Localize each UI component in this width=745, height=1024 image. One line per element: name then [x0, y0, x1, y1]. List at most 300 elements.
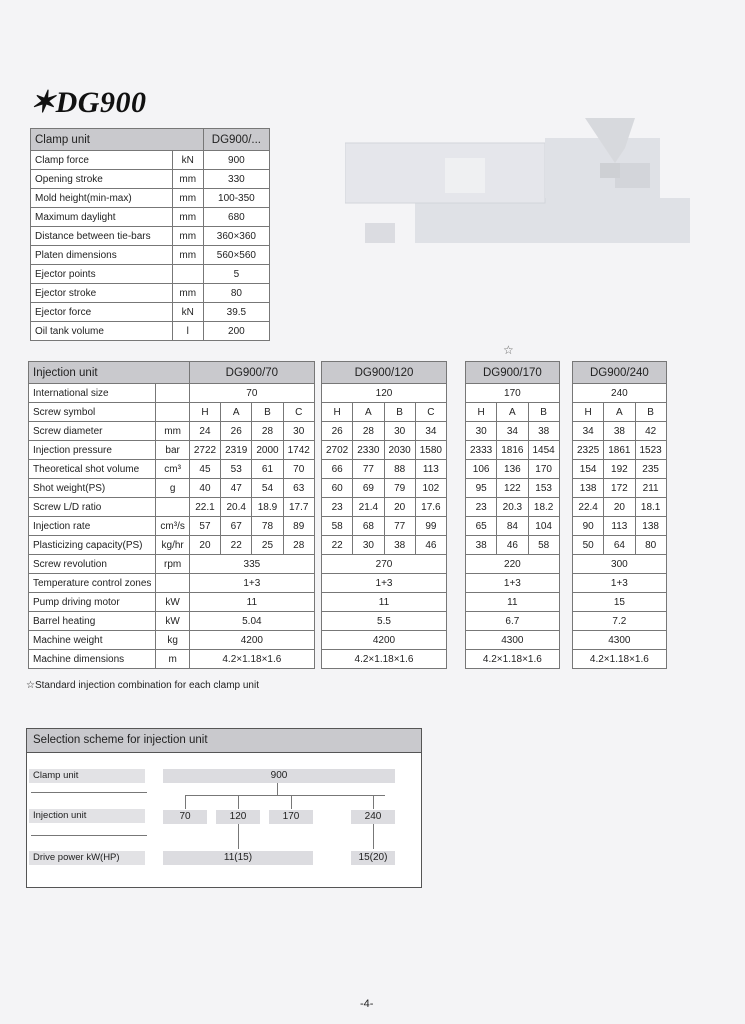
spec-value: 235 — [635, 460, 666, 479]
table-row — [573, 403, 667, 422]
spec-unit: l — [172, 322, 203, 341]
spec-value: 5.04 — [189, 612, 314, 631]
screw-symbol: B — [635, 403, 666, 422]
table-row — [29, 384, 315, 403]
selection-scheme-box — [26, 728, 422, 888]
model-name: DG900/70 — [189, 362, 314, 384]
spec-label: Screw diameter — [29, 422, 156, 441]
spec-value: 15 — [573, 593, 667, 612]
spec-value: 2702 — [322, 441, 353, 460]
spec-value: 34 — [573, 422, 604, 441]
spec-label: Opening stroke — [31, 170, 173, 189]
table-row — [322, 498, 447, 517]
connector-vertical — [277, 783, 278, 795]
spec-value: 22 — [322, 536, 353, 555]
spec-unit: mm — [172, 246, 203, 265]
table-row — [29, 650, 315, 669]
spec-label: Barrel heating — [29, 612, 156, 631]
spec-value: 4200 — [322, 631, 447, 650]
table-row — [322, 460, 447, 479]
spec-value: 79 — [384, 479, 415, 498]
spec-unit: mm — [172, 284, 203, 303]
table-row — [573, 631, 667, 650]
spec-value: 39.5 — [203, 303, 269, 322]
international-size: 70 — [189, 384, 314, 403]
table-row — [31, 303, 270, 322]
spec-unit: kg/hr — [156, 536, 189, 555]
spec-value: 54 — [252, 479, 283, 498]
table-row — [466, 422, 560, 441]
spec-value: 136 — [497, 460, 528, 479]
spec-unit: kW — [156, 612, 189, 631]
spec-value: 154 — [573, 460, 604, 479]
machine-photo — [345, 118, 690, 268]
spec-value: 23 — [466, 498, 497, 517]
spec-value: 106 — [466, 460, 497, 479]
spec-value: 11 — [189, 593, 314, 612]
spec-value: 42 — [635, 422, 666, 441]
table-row — [322, 422, 447, 441]
spec-value: 1742 — [283, 441, 314, 460]
spec-value: 4.2×1.18×1.6 — [573, 650, 667, 669]
spec-unit: kg — [156, 631, 189, 650]
spec-value: 1+3 — [189, 574, 314, 593]
spec-value: 64 — [604, 536, 635, 555]
table-row — [31, 322, 270, 341]
spec-label: Mold height(min-max) — [31, 189, 173, 208]
spec-value: 5 — [203, 265, 269, 284]
spec-value: 1580 — [415, 441, 446, 460]
spec-unit: m — [156, 650, 189, 669]
table-row — [322, 479, 447, 498]
spec-value: 68 — [353, 517, 384, 536]
spec-value: 680 — [203, 208, 269, 227]
table-row — [573, 593, 667, 612]
spec-value: 40 — [189, 479, 220, 498]
spec-value: 20 — [384, 498, 415, 517]
spec-value: 360×360 — [203, 227, 269, 246]
spec-value: 17.7 — [283, 498, 314, 517]
spec-value: 38 — [384, 536, 415, 555]
spec-value: 4.2×1.18×1.6 — [466, 650, 560, 669]
international-size: 120 — [322, 384, 447, 403]
spec-value: 26 — [221, 422, 252, 441]
spec-unit: mm — [172, 170, 203, 189]
spec-value: 330 — [203, 170, 269, 189]
clamp-unit-label: Clamp unit — [29, 769, 145, 783]
spec-value: 4300 — [573, 631, 667, 650]
divider — [31, 835, 147, 836]
spec-value: 22.1 — [189, 498, 220, 517]
spec-label: Ejector force — [31, 303, 173, 322]
injection-option-120: 120 — [216, 810, 260, 824]
spec-value: 192 — [604, 460, 635, 479]
divider — [31, 792, 147, 793]
table-row — [322, 517, 447, 536]
spec-value: 18.1 — [635, 498, 666, 517]
spec-value: 78 — [252, 517, 283, 536]
spec-value: 77 — [384, 517, 415, 536]
screw-symbol: B — [528, 403, 559, 422]
spec-value: 38 — [604, 422, 635, 441]
table-row — [31, 208, 270, 227]
spec-label: International size — [29, 384, 156, 403]
spec-label: Screw revolution — [29, 555, 156, 574]
table-row — [29, 536, 315, 555]
spec-value: 65 — [466, 517, 497, 536]
table-row — [466, 612, 560, 631]
spec-value: 4300 — [466, 631, 560, 650]
spec-value: 30 — [466, 422, 497, 441]
spec-value: 104 — [528, 517, 559, 536]
spec-value: 4.2×1.18×1.6 — [322, 650, 447, 669]
table-row — [29, 498, 315, 517]
injection-unit-label: Injection unit — [29, 809, 145, 823]
table-row — [322, 612, 447, 631]
spec-value: 28 — [283, 536, 314, 555]
connector-170 — [291, 795, 292, 809]
spec-value: 80 — [635, 536, 666, 555]
table-row — [322, 650, 447, 669]
spec-unit: bar — [156, 441, 189, 460]
spec-value: 4.2×1.18×1.6 — [189, 650, 314, 669]
spec-unit: mm — [172, 227, 203, 246]
spec-value: 200 — [203, 322, 269, 341]
clamp-header-model: DG900/... — [203, 129, 269, 151]
table-row — [29, 555, 315, 574]
spec-value: 220 — [466, 555, 560, 574]
spec-value: 2333 — [466, 441, 497, 460]
spec-value: 900 — [203, 151, 269, 170]
spec-value: 69 — [353, 479, 384, 498]
clamp-header-label: Clamp unit — [31, 129, 204, 151]
table-row — [573, 536, 667, 555]
spec-value: 90 — [573, 517, 604, 536]
screw-symbol: C — [283, 403, 314, 422]
spec-value: 30 — [353, 536, 384, 555]
spec-value: 21.4 — [353, 498, 384, 517]
table-row — [31, 265, 270, 284]
spec-value: 211 — [635, 479, 666, 498]
screw-symbol: A — [353, 403, 384, 422]
table-row — [573, 422, 667, 441]
international-size: 240 — [573, 384, 667, 403]
injection-header-label: Injection unit — [29, 362, 190, 384]
spec-value: 1816 — [497, 441, 528, 460]
injection-unit-table-170 — [465, 361, 560, 669]
spec-value: 170 — [528, 460, 559, 479]
table-row — [31, 284, 270, 303]
spec-unit: g — [156, 479, 189, 498]
spec-value: 30 — [283, 422, 314, 441]
spec-value: 34 — [415, 422, 446, 441]
table-row — [29, 612, 315, 631]
spec-value: 2030 — [384, 441, 415, 460]
spec-unit: rpm — [156, 555, 189, 574]
table-row — [466, 555, 560, 574]
spec-value: 89 — [283, 517, 314, 536]
spec-label: Maximum daylight — [31, 208, 173, 227]
spec-unit — [156, 574, 189, 593]
table-row — [573, 384, 667, 403]
table-row — [466, 403, 560, 422]
table-row — [29, 422, 315, 441]
spec-label: Shot weight(PS) — [29, 479, 156, 498]
spec-label: Screw L/D ratio — [29, 498, 156, 517]
table-row — [573, 498, 667, 517]
table-header-row — [322, 362, 447, 384]
table-row — [29, 441, 315, 460]
spec-unit: kN — [172, 303, 203, 322]
spec-value: 84 — [497, 517, 528, 536]
table-header-row — [466, 362, 560, 384]
spec-value: 2325 — [573, 441, 604, 460]
table-row — [322, 631, 447, 650]
spec-value: 4200 — [189, 631, 314, 650]
screw-symbol: A — [221, 403, 252, 422]
spec-value: 20.3 — [497, 498, 528, 517]
drive-power-11: 11(15) — [163, 851, 313, 865]
spec-value: 20 — [604, 498, 635, 517]
table-row — [29, 460, 315, 479]
spec-value: 1+3 — [466, 574, 560, 593]
spec-value: 88 — [384, 460, 415, 479]
spec-value: 1+3 — [322, 574, 447, 593]
drive-power-label: Drive power kW(HP) — [29, 851, 145, 865]
spec-unit: kW — [156, 593, 189, 612]
spec-unit — [156, 498, 189, 517]
spec-value: 560×560 — [203, 246, 269, 265]
spec-value: 30 — [384, 422, 415, 441]
table-header-row — [29, 362, 315, 384]
spec-value: 46 — [497, 536, 528, 555]
spec-value: 1+3 — [573, 574, 667, 593]
table-row — [573, 479, 667, 498]
standard-combination-note: ☆Standard injection combination for each clamp unit — [26, 680, 259, 691]
spec-value: 153 — [528, 479, 559, 498]
table-row — [31, 170, 270, 189]
spec-value: 300 — [573, 555, 667, 574]
table-row — [322, 574, 447, 593]
spec-value: 26 — [322, 422, 353, 441]
selection-header: Selection scheme for injection unit — [27, 729, 421, 753]
spec-label: Platen dimensions — [31, 246, 173, 265]
table-row — [466, 479, 560, 498]
spec-value: 113 — [415, 460, 446, 479]
page-number: -4- — [360, 998, 374, 1010]
spec-value: 58 — [322, 517, 353, 536]
spec-value: 77 — [353, 460, 384, 479]
injection-option-170: 170 — [269, 810, 313, 824]
spec-value: 38 — [528, 422, 559, 441]
spec-label: Machine weight — [29, 631, 156, 650]
clamp-unit-value: 900 — [163, 769, 395, 783]
screw-symbol: H — [573, 403, 604, 422]
spec-value: 18.2 — [528, 498, 559, 517]
drive-power-15: 15(20) — [351, 851, 395, 865]
spec-value: 34 — [497, 422, 528, 441]
table-row — [31, 189, 270, 208]
table-row — [29, 479, 315, 498]
spec-label: Ejector stroke — [31, 284, 173, 303]
spec-label: Oil tank volume — [31, 322, 173, 341]
spec-value: 61 — [252, 460, 283, 479]
table-row — [31, 151, 270, 170]
table-row — [466, 517, 560, 536]
spec-value: 172 — [604, 479, 635, 498]
spec-label: Pump driving motor — [29, 593, 156, 612]
table-row — [466, 441, 560, 460]
table-row — [573, 612, 667, 631]
spec-value: 5.5 — [322, 612, 447, 631]
injection-option-240: 240 — [351, 810, 395, 824]
spec-label: Injection pressure — [29, 441, 156, 460]
table-row — [573, 460, 667, 479]
spec-value: 58 — [528, 536, 559, 555]
spec-value: 53 — [221, 460, 252, 479]
table-row — [322, 536, 447, 555]
model-name: DG900/120 — [322, 362, 447, 384]
table-row — [466, 631, 560, 650]
spec-unit — [172, 265, 203, 284]
connector-240 — [373, 795, 374, 809]
spec-label: Plasticizing capacity(PS) — [29, 536, 156, 555]
table-row — [31, 246, 270, 265]
international-size: 170 — [466, 384, 560, 403]
spec-label: Distance between tie-bars — [31, 227, 173, 246]
spec-label: Screw symbol — [29, 403, 156, 422]
spec-value: 66 — [322, 460, 353, 479]
spec-value: 2722 — [189, 441, 220, 460]
spec-unit — [156, 384, 189, 403]
spec-value: 46 — [415, 536, 446, 555]
table-row — [573, 441, 667, 460]
screw-symbol: B — [252, 403, 283, 422]
connector-120 — [238, 795, 239, 809]
table-row — [29, 517, 315, 536]
spec-value: 28 — [353, 422, 384, 441]
table-row — [466, 574, 560, 593]
spec-value: 80 — [203, 284, 269, 303]
table-row — [466, 593, 560, 612]
spec-value: 335 — [189, 555, 314, 574]
spec-value: 2000 — [252, 441, 283, 460]
table-header-row — [573, 362, 667, 384]
spec-value: 113 — [604, 517, 635, 536]
spec-value: 57 — [189, 517, 220, 536]
table-row — [573, 517, 667, 536]
spec-value: 47 — [221, 479, 252, 498]
model-name: DG900/240 — [573, 362, 667, 384]
spec-value: 1454 — [528, 441, 559, 460]
spec-unit: kN — [172, 151, 203, 170]
table-row — [29, 574, 315, 593]
spec-value: 50 — [573, 536, 604, 555]
table-row — [29, 403, 315, 422]
spec-value: 28 — [252, 422, 283, 441]
spec-unit: cm³/s — [156, 517, 189, 536]
spec-label: Temperature control zones — [29, 574, 156, 593]
star-marker: ☆ — [503, 343, 514, 357]
table-row — [573, 574, 667, 593]
table-row — [322, 403, 447, 422]
spec-value: 2330 — [353, 441, 384, 460]
screw-symbol: H — [466, 403, 497, 422]
spec-value: 17.6 — [415, 498, 446, 517]
table-row — [29, 631, 315, 650]
screw-symbol: A — [604, 403, 635, 422]
spec-value: 7.2 — [573, 612, 667, 631]
spec-value: 138 — [573, 479, 604, 498]
spec-value: 70 — [283, 460, 314, 479]
screw-symbol: B — [384, 403, 415, 422]
spec-value: 99 — [415, 517, 446, 536]
table-row — [466, 460, 560, 479]
connector-drive-right — [373, 824, 374, 849]
table-row — [322, 593, 447, 612]
screw-symbol: H — [189, 403, 220, 422]
spec-value: 23 — [322, 498, 353, 517]
spec-value: 63 — [283, 479, 314, 498]
table-row — [322, 555, 447, 574]
spec-label: Injection rate — [29, 517, 156, 536]
spec-value: 1861 — [604, 441, 635, 460]
connector-drive-left — [238, 824, 239, 849]
table-row — [573, 650, 667, 669]
spec-unit: cm³ — [156, 460, 189, 479]
spec-value: 22.4 — [573, 498, 604, 517]
spec-label: Machine dimensions — [29, 650, 156, 669]
spec-value: 18.9 — [252, 498, 283, 517]
spec-value: 270 — [322, 555, 447, 574]
screw-symbol: C — [415, 403, 446, 422]
spec-value: 11 — [322, 593, 447, 612]
spec-value: 2319 — [221, 441, 252, 460]
injection-option-70: 70 — [163, 810, 207, 824]
spec-unit — [156, 403, 189, 422]
spec-unit: mm — [156, 422, 189, 441]
spec-label: Clamp force — [31, 151, 173, 170]
spec-value: 38 — [466, 536, 497, 555]
connector-70 — [185, 795, 186, 809]
spec-value: 6.7 — [466, 612, 560, 631]
spec-unit: mm — [172, 208, 203, 227]
connector-horizontal — [185, 795, 385, 796]
table-row — [466, 498, 560, 517]
spec-value: 138 — [635, 517, 666, 536]
spec-value: 25 — [252, 536, 283, 555]
injection-unit-table-240 — [572, 361, 667, 669]
table-row — [466, 384, 560, 403]
spec-value: 122 — [497, 479, 528, 498]
spec-value: 102 — [415, 479, 446, 498]
table-row — [322, 384, 447, 403]
spec-value: 20 — [189, 536, 220, 555]
model-name: DG900/170 — [466, 362, 560, 384]
spec-label: Theoretical shot volume — [29, 460, 156, 479]
spec-value: 11 — [466, 593, 560, 612]
spec-value: 60 — [322, 479, 353, 498]
spec-value: 1523 — [635, 441, 666, 460]
table-row — [31, 227, 270, 246]
injection-unit-table-70 — [28, 361, 315, 669]
spec-label: Ejector points — [31, 265, 173, 284]
spec-value: 67 — [221, 517, 252, 536]
table-row — [466, 650, 560, 669]
injection-unit-table-120 — [321, 361, 447, 669]
page-title: ✶DG900 — [30, 86, 147, 119]
clamp-unit-table — [30, 128, 270, 341]
